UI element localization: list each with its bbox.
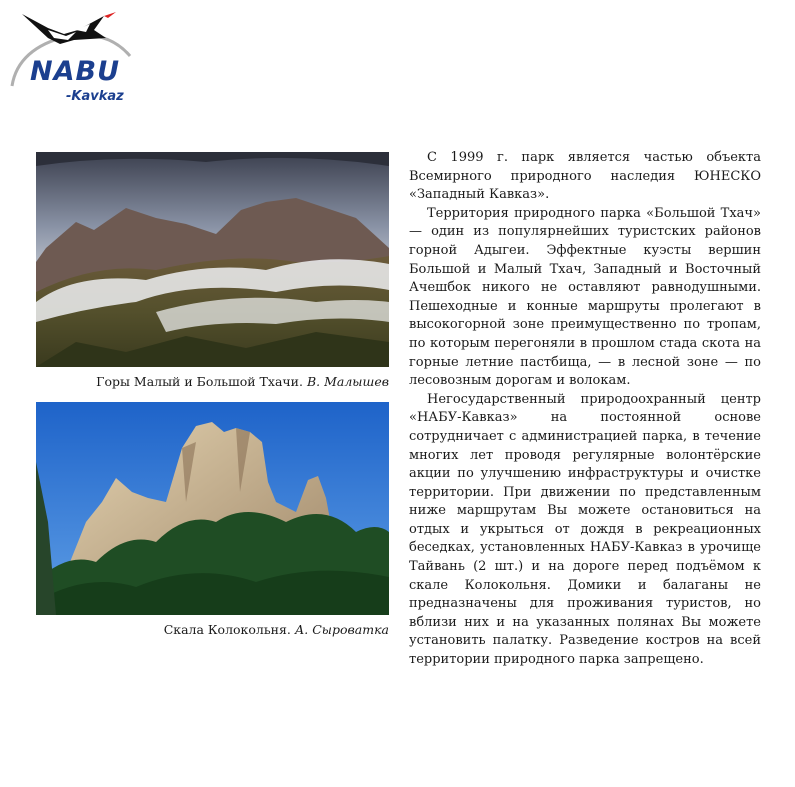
photo-caption <box>164 622 389 637</box>
body-text <box>409 149 761 670</box>
photo-mountains-tkhach <box>36 152 389 367</box>
paragraph: С 1999 г. парк является частью объекта Всемирного природного наследия ЮНЕСКО «Западный Кавказ». <box>409 150 761 203</box>
logo-region: -Kavkaz <box>66 89 124 104</box>
paragraph: Территория природного парка «Большой Тхач» — один из популярнейших туристских районов горной Адыгеи. Эффектные куэсты вершин Большой и Малый Тхач, Западный и Восточный Ачешбок никого не оставляют равнодушными. Пешеходные и конные маршруты пролегают в высокогорной зоне преимущественно по тропам, по которым перегоняли в прошлом стада скота на горные летние пастбища, — в лесной зоне — по лесовозным дорогам и волокам. <box>409 205 761 389</box>
paragraph: Негосударственный природоохранный центр «НАБУ-Кавказ» на постоянной основе сотрудничает с администрацией парка, в течение многих лет проводя регулярные волонтёрские акции по улучшению инфраструктуры и очистке территории. При движении по представленным ниже маршрутам Вы можете остановиться на отдых и укрыться от дождя в рекреационных беседках, установленных НАБУ-Кавказ в урочище Тайвань (2 шт.) и на дороге перед подъёмом к скале Колокольня. Домики и балаганы не предназначены для проживания туристов, но вблизи них и на указанных полянах Вы можете установить палатку. Разведение костров на всей территории природного парка запрещено. <box>409 391 761 668</box>
photo-kolokolnya-rock <box>36 402 389 615</box>
caption-author: А. Сыроватка <box>294 622 389 637</box>
photo-caption <box>96 374 389 389</box>
logo-brand: NABU <box>30 56 120 87</box>
caption-text: Скала Колокольня. <box>163 622 291 637</box>
caption-text: Горы Малый и Большой Тхачи. <box>96 374 303 389</box>
caption-author: В. Малышев <box>306 374 389 389</box>
